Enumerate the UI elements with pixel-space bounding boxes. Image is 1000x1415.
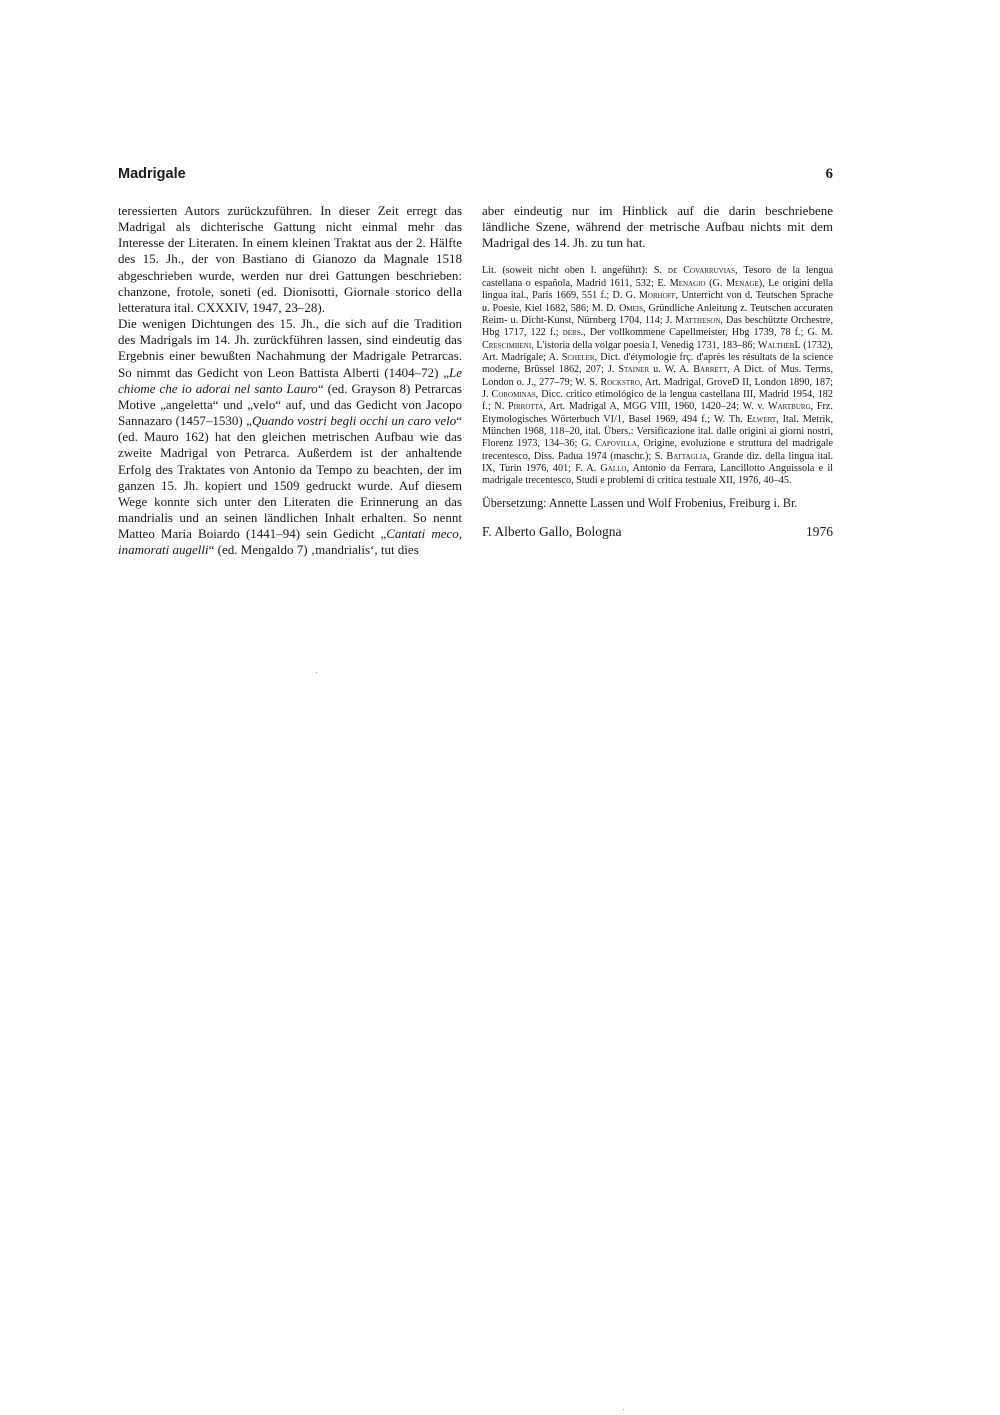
author-surname: ders. [562, 327, 584, 339]
text-run: , A Dict. of Mus. Terms, London o. J., 277–79; W. S. [482, 364, 833, 388]
text-run: , Dict. d'étymologie frç. d'après les résultats de la science moderne, Brüssel 1862, 207; J. [482, 351, 833, 376]
page-number: 6 [825, 166, 833, 182]
text-run: (G. [705, 277, 726, 289]
scan-speck [316, 672, 317, 673]
paragraph-fifteenth-century-poems [118, 316, 462, 558]
text-run: , Grande diz. della lingua ital. IX, Turin 1976, 401; F. A. [482, 450, 834, 474]
text-run: Die wenigen Dichtungen des 15. Jh., die sich auf die Tradition des Madrigals im 14. Jh. zurückführen lassen, sind eindeutig das Ergebnis einer bewußten Nachahmung der Madrigale Petrarcas. So nimmt das Gedicht von Leon Battista Alberti (1404–72) „ [118, 316, 462, 380]
author-surname: Pirrotta [508, 401, 544, 413]
author-surname: Scheler [561, 351, 595, 363]
paragraph-continuation [118, 203, 462, 316]
author-surname: Stainer [618, 364, 650, 376]
author-name: F. Alberto Gallo, Bologna [482, 523, 622, 539]
author-surname: de Covarruvias [667, 265, 735, 277]
author-surname: Elwert [746, 413, 777, 425]
left-column [118, 203, 462, 558]
author-surname: Rockstro [600, 376, 640, 388]
text-run: , Gründliche Anleitung z. Teutschen accuraten Reim- u. Dicht-Kunst, Nürnberg 1704, 114; J. [482, 302, 833, 326]
italic-title: Cantati meco, inamorati augelli [118, 526, 462, 558]
author-surname: Barrett [693, 364, 728, 376]
text-run: , Frz. Etymologisches Wörterbuch VI/1, Basel 1969, 494 f.; W. Th. [482, 401, 833, 425]
italic-title: Quando vostri begli occhi un caro velo [251, 413, 457, 429]
text-run: , Antonio da Ferrara, Lancillotto Anguissola e il madrigale trecentesco, Studi e problemi di critica testuale XII, 1976, 40–45. [482, 462, 833, 487]
author-surname: Mattheson [675, 314, 721, 326]
text-run: , Dicc. critico etimológico de la lengua castellana III, Madrid 1954, 182 f.; N. [482, 388, 833, 413]
text-run: , Ital. Metrik, München 1968, 118–20, ital. Übers.: Versificazione ital. dalle origini ai giorni nostri, Florenz 1973, 134–36; G. [482, 413, 833, 450]
right-column [482, 203, 833, 542]
text-run: , Der vollkommene Capellmeister, Hbg 1739, 78 f.; G. M. [583, 327, 833, 339]
page-header [118, 166, 833, 186]
text-run: “ (ed. Mengaldo 7) ‚mandrialis‘, tut dies [208, 542, 419, 558]
text-run: ), Le origini della lingua ital., Paris 1669, 551 f.; D. G. [482, 277, 833, 302]
text-run: u. W. A. [649, 364, 694, 376]
text-run: , Tesoro de la lengua castellana o española, Madrid 1611, 532; E. [482, 265, 833, 289]
italic-title: Le chiome che io adorai nel santo Lauro [118, 364, 462, 396]
translation-credit: Übersetzung: Annette Lassen und Wolf Frobenius, Freiburg i. Br. [482, 495, 798, 510]
text-run: , Das beschützte Orchestre, Hbg 1717, 122 f.; [482, 314, 833, 339]
text-run: “ (ed. Grayson 8) Petrarcas Motive „angeletta“ und „velo“ auf, und das Gedicht von Jacopo Sannazaro (1457–1530) „ [118, 380, 462, 429]
author-signature [482, 524, 833, 542]
author-surname: Capovilla [595, 438, 637, 450]
text-run: , Origine, evoluzione e struttura del madrigale trecentesco, Diss. Padua 1974 (maschr.); S. [482, 438, 833, 462]
publication-year: 1976 [806, 523, 833, 539]
author-surname: Menagio [669, 277, 706, 289]
author-surname: WaltherL [757, 339, 801, 351]
author-surname: Crescimbeni [482, 339, 532, 351]
author-surname: Menage [725, 277, 759, 289]
text-run: , Unterricht von d. Teutschen Sprache u. Poesie, Kiel 1682, 586; M. D. [482, 290, 833, 314]
author-surname: Gallo [600, 462, 627, 474]
text-run: , Art. Madrigal A, MGG VIII, 1960, 1420–24; W. v. [543, 401, 768, 413]
text-run: teressierten Autors zurückzuführen. In dieser Zeit erregt das Madrigal als dichterische Gattung nicht einmal mehr das Interesse der Literaten. In einem kleinen Traktat aus der 2. Hälfte des 15. Jh., der von Bastiano di Gianozo da Magnale 1518 abgeschrieben wurde, werden nur drei Gattungen beschrieben: chanzone, frotole, soneti (ed. Dionisotti, Giornale storico della letteratura ital. CXXXIV, 1947, 23–28). [118, 203, 462, 315]
paragraph-conclusion: aber eindeutig nur im Hinblick auf die darin beschriebene ländliche Szene, während der metrische Aufbau nichts mit dem Madrigal des 14. Jh. zu tun hat. [482, 203, 833, 251]
author-surname: Battaglia [666, 450, 708, 462]
text-run: “ (ed. Mauro 162) hat den gleichen metrischen Aufbau wie das zweite Madrigal von Petrarca. Außerdem ist der anhaltende Erfolg des Traktates von Antonio da Tempo zu beachten, der im ganzen 15. Jh. kopiert und 1509 gedruckt wurde. Auf diesem Wege konnte sich unter den Literaten die Erinnerung an das mandrialis und an seinen ländlichen Inhalt erhalten. So nennt Matteo Maria Boiardo (1441–94) sein Gedicht „ [118, 413, 462, 542]
text-run: (1732), Art. Madrigale; A. [482, 339, 833, 363]
scan-speck [623, 1409, 624, 1410]
text-run: , L'istoria della volgar poesia I, Venedig 1731, 183–86; [531, 339, 758, 351]
text-run: , Art. Madrigal, GroveD II, London 1890, 187; J. [482, 376, 833, 400]
author-surname: Wartburg [767, 401, 811, 413]
literature-references [482, 265, 833, 487]
text-run: Lit. (soweit nicht oben I. angeführt): S. [482, 265, 668, 277]
author-surname: Morhoff [638, 290, 676, 302]
author-surname: Corominas [491, 388, 536, 400]
author-surname: Omeis [618, 302, 644, 314]
running-head: Madrigale [118, 166, 186, 182]
